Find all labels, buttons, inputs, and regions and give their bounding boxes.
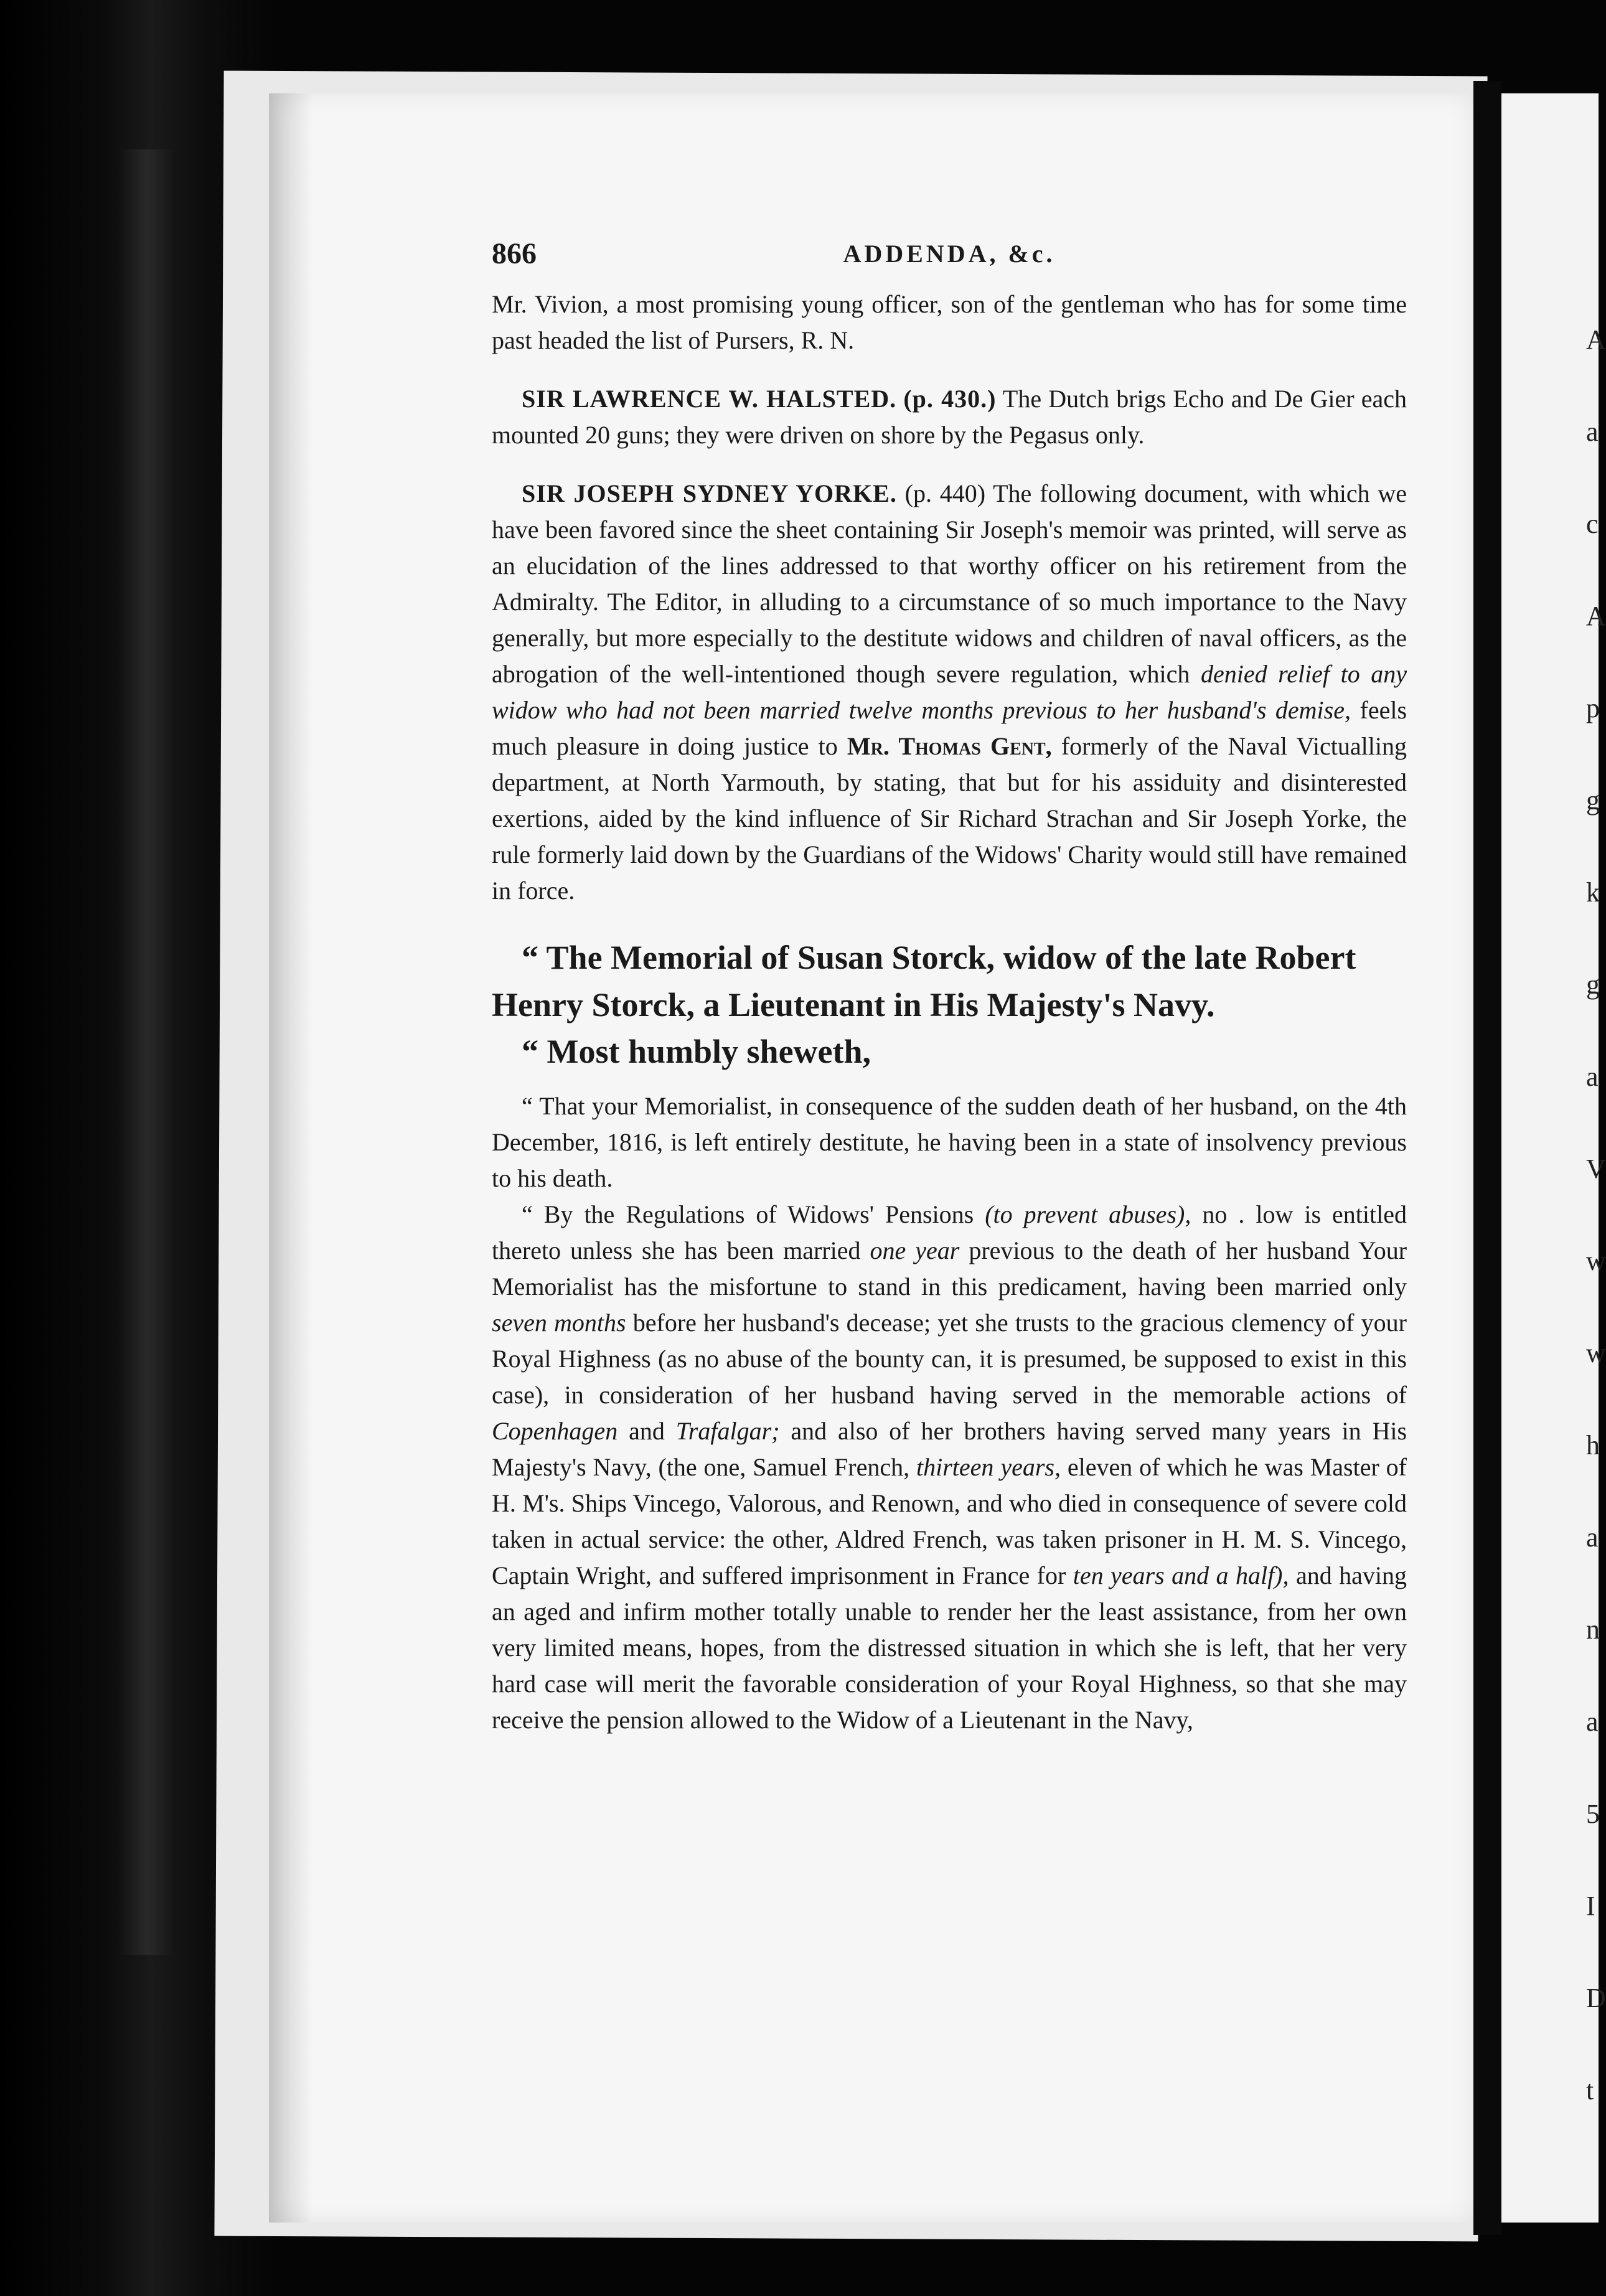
page-gutter-shadow bbox=[269, 93, 312, 2223]
next-page-letter: A bbox=[1586, 324, 1606, 355]
italic-phrase: one year bbox=[870, 1236, 960, 1264]
entry-page-ref: (p. 440) bbox=[904, 479, 986, 507]
next-page-fragments bbox=[1586, 0, 1606, 2296]
italic-phrase: (to prevent abuses), bbox=[985, 1200, 1191, 1228]
italic-phrase: ten years and a half), bbox=[1073, 1561, 1289, 1589]
paragraph-vivion: Mr. Vivion, a most promising young officer, son of the gentleman who has for some time past headed the list of Pursers, R. N. bbox=[492, 290, 1407, 354]
next-page-letter: g bbox=[1586, 969, 1600, 1000]
small-caps-name: Mr. Thomas Gent, bbox=[847, 732, 1052, 760]
text-run: and bbox=[629, 1417, 665, 1445]
entry-text: formerly of the Naval Victualling department, at North Yarmouth, by stating, that but for his assiduity and disinterested exertions, aided by the kind influence of Sir Richard Strachan and Sir Joseph Yorke, the rule formerly laid down by the Guardians of the Widows' Charity would still have remained in force. bbox=[492, 732, 1407, 905]
next-page-letter: k bbox=[1586, 877, 1600, 908]
binding-shadow bbox=[118, 149, 174, 1955]
text-run: “ By the Regulations of Widows' Pensions bbox=[522, 1200, 974, 1228]
page-gap bbox=[1473, 81, 1501, 2235]
text-run: no . low is entitled thereto unless she has been married bbox=[492, 1200, 1407, 1264]
next-page-letter: 5 bbox=[1586, 1799, 1600, 1829]
next-page-letter: a bbox=[1586, 1522, 1599, 1553]
next-page-letter: n bbox=[1586, 1614, 1600, 1645]
next-page-letter: I bbox=[1586, 1891, 1595, 1921]
text-run: previous to the death of her husband Your Memorialist has the misfortune to stand in this predicament, having been married only bbox=[492, 1236, 1407, 1301]
paragraph-yorke bbox=[492, 476, 1407, 909]
entry-name: SIR JOSEPH SYDNEY YORKE. bbox=[522, 479, 897, 507]
italic-phrase: Copenhagen bbox=[492, 1417, 618, 1445]
paragraph-halsted bbox=[492, 381, 1407, 453]
page-number: 866 bbox=[492, 237, 537, 270]
next-page-letter: c bbox=[1586, 509, 1599, 539]
next-page-letter: a bbox=[1586, 1706, 1599, 1737]
entry-text: The following document, with which we have been favored since the sheet containing Sir Joseph's memoir was printed, will serve as an elucidation of the lines addressed to that worthy officer on his retirement from the Admiralty. The Editor, in alluding to a circumstance of so much importance to the Navy generally, but more especially to the destitute widows and children of naval officers, as the abrogation of the well-intentioned though severe regulation, which bbox=[492, 479, 1407, 688]
text-run: and having an aged and infirm mother totally unable to render her the least assistance, from her own very limited means, hopes, from the distressed situation in which she is left, that her very hard case will merit the favorable consideration of your Royal Highness, so that she may receive the pension allowed to the Widow of a Lieutenant in the Navy, bbox=[492, 1561, 1407, 1734]
italic-phrase: denied relief to any widow who had not been married twelve months previous to her husband's demise, bbox=[492, 660, 1407, 724]
entry-page-ref: (p. 430.) bbox=[903, 385, 997, 413]
next-page-letter: A bbox=[1586, 601, 1606, 631]
next-page-letter: t bbox=[1586, 2075, 1594, 2105]
running-head: ADDENDA, &c. bbox=[843, 240, 1056, 268]
next-page-letter: a bbox=[1586, 1061, 1599, 1092]
entry-text: The Dutch brigs Echo and De Gier each mounted 20 guns; they were driven on shore by the Pegasus only. bbox=[492, 385, 1407, 449]
next-page-letter: h bbox=[1586, 1430, 1600, 1461]
page-header bbox=[492, 237, 1407, 286]
paragraph-memorial-1: “ That your Memorialist, in consequence of the sudden death of her husband, on the 4th December, 1816, is left entirely destitute, he having been in a state of insolvency previous to his death. bbox=[492, 1092, 1407, 1192]
entry-name: SIR LAWRENCE W. HALSTED. bbox=[522, 385, 897, 413]
text-run: before her husband's decease; yet she trusts to the gracious clemency of your Royal Highness (as no abuse of the bounty can, it is presumed, be supposed to exist in this case), in consideration of her husband having served in the memorable actions of bbox=[492, 1309, 1407, 1409]
memorial-title: “ The Memorial of Susan Storck, widow of the late Robert Henry Storck, a Lieutenant in His Majesty's Navy. bbox=[492, 939, 1356, 1023]
text-run: eleven of which he was Master of H. M's. Ships Vincego, Valorous, and Renown, and who died in consequence of severe cold taken in actual service: the other, Aldred French, was taken prisoner in H. M. S. Vincego, Captain Wright, and suffered imprisonment in France for bbox=[492, 1453, 1407, 1589]
italic-phrase: seven months bbox=[492, 1309, 626, 1337]
italic-phrase: thirteen years, bbox=[916, 1453, 1061, 1481]
next-page-letter: D bbox=[1586, 1983, 1606, 2013]
page-text bbox=[492, 237, 1407, 1738]
next-page-letter: a bbox=[1586, 416, 1599, 447]
next-page-letter: V bbox=[1586, 1154, 1606, 1184]
entry-text: feels much pleasure in doing justice to bbox=[492, 696, 1407, 760]
text-run: and also of her brothers having served many years in His Majesty's Navy, (the one, Samuel French, bbox=[492, 1417, 1407, 1481]
next-page-letter: g bbox=[1586, 785, 1600, 816]
next-page-edge bbox=[1501, 93, 1599, 2223]
next-page-letter: p bbox=[1586, 693, 1600, 723]
paragraph-memorial-2 bbox=[492, 1197, 1407, 1738]
next-page-letter: w bbox=[1586, 1338, 1606, 1368]
memorial-sheweth: “ Most humbly sheweth, bbox=[522, 1033, 871, 1070]
next-page-letter: w bbox=[1586, 1246, 1606, 1276]
italic-phrase: Trafalgar; bbox=[675, 1417, 780, 1445]
